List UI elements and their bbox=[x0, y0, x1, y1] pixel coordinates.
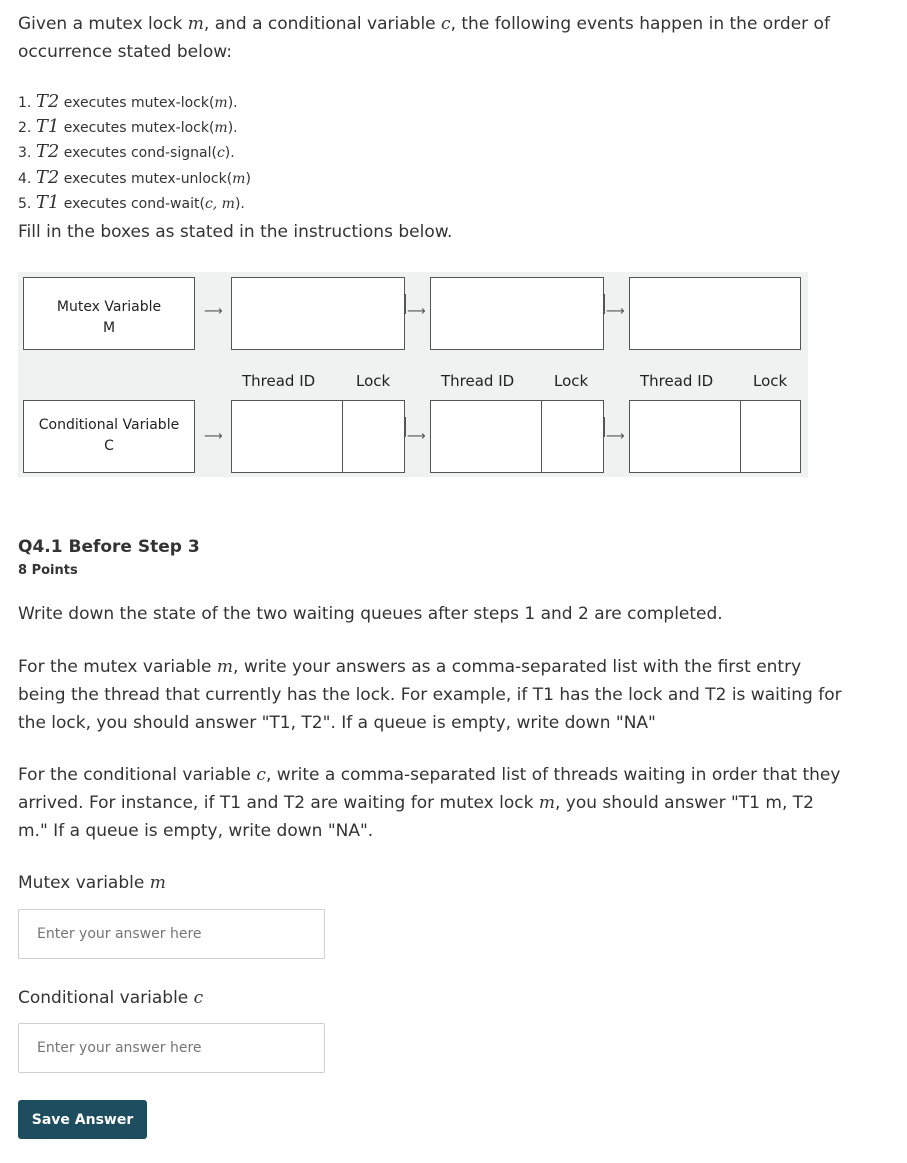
intro-text: Given a mutex lock m, and a conditional variable c, the following events happen in the order of occurrence stated below: bbox=[18, 14, 830, 62]
cond-answer-input[interactable] bbox=[18, 1023, 325, 1073]
mutex-field-label: Mutex variable m bbox=[18, 873, 166, 893]
question-title: Q4.1 Before Step 3 bbox=[18, 537, 200, 557]
arrow-icon: ⟶ bbox=[204, 429, 223, 444]
arrow-icon: ⟶ bbox=[407, 429, 426, 444]
step-item: 5. T1 executes cond-wait(c, m). bbox=[18, 191, 245, 213]
cond-label-line2: C bbox=[104, 438, 114, 454]
col-lock: Lock bbox=[554, 372, 589, 390]
math-var-c: c bbox=[441, 14, 451, 34]
col-lock: Lock bbox=[753, 372, 788, 390]
question-points: 8 Points bbox=[18, 563, 78, 578]
event-steps-list bbox=[18, 90, 251, 216]
mutex-variable-box bbox=[23, 277, 195, 350]
cond-label-line1: Conditional Variable bbox=[38, 417, 180, 433]
col-thread-id: Thread ID bbox=[242, 372, 316, 390]
mutex-queue-box-2[interactable] bbox=[430, 277, 604, 350]
mutex-label-line1: Mutex Variable bbox=[56, 299, 162, 315]
fill-instructions: Fill in the boxes as stated in the instructions below. bbox=[18, 222, 453, 242]
conditional-variable-box bbox=[23, 400, 195, 473]
save-answer-button[interactable]: Save Answer bbox=[18, 1100, 147, 1139]
step-item: 3. T2 executes cond-signal(c). bbox=[18, 141, 235, 163]
mutex-queue-box-3[interactable] bbox=[629, 277, 801, 350]
question-paragraph-2: For the mutex variable m, write your answers as a comma-separated list with the first entry being the thread that currently has the lock. For example, if T1 has the lock and T2 is waiting for the lock, you should answer "T1, T2". If a queue is empty, write down "NA" bbox=[18, 657, 842, 733]
math-var-c: c bbox=[256, 765, 266, 785]
cond-field-label: Conditional variable c bbox=[18, 988, 204, 1008]
math-var-m: m bbox=[187, 14, 204, 34]
cond-lock-box-3[interactable] bbox=[740, 400, 801, 473]
cond-thread-id-box-2[interactable] bbox=[430, 400, 542, 473]
step-item: 4. T2 executes mutex-unlock(m) bbox=[18, 166, 251, 188]
cond-thread-id-box-1[interactable] bbox=[231, 400, 343, 473]
arrow-icon: ⟶ bbox=[407, 304, 426, 319]
arrow-icon: ⟶ bbox=[204, 304, 223, 319]
col-thread-id: Thread ID bbox=[640, 372, 714, 390]
step-item: 1. T2 executes mutex-lock(m). bbox=[18, 91, 238, 112]
cond-lock-box-1[interactable] bbox=[342, 400, 405, 473]
cond-thread-id-box-3[interactable] bbox=[629, 400, 741, 473]
queue-diagram bbox=[18, 272, 808, 477]
question-paragraph-3: For the conditional variable c, write a comma-separated list of threads waiting in order that they arrived. For instance, if T1 and T2 are waiting for mutex lock m, you should answer "T1 m, T2 m." If a queue is empty, write down "NA". bbox=[18, 765, 841, 841]
mutex-answer-input[interactable] bbox=[18, 909, 325, 959]
step-item: 2. T1 executes mutex-lock(m). bbox=[18, 116, 238, 138]
cond-lock-box-2[interactable] bbox=[541, 400, 604, 473]
question-paragraph-1: Write down the state of the two waiting queues after steps 1 and 2 are completed. bbox=[18, 604, 723, 624]
arrow-icon: ⟶ bbox=[606, 304, 625, 319]
math-var-m: m bbox=[538, 793, 555, 813]
col-lock: Lock bbox=[356, 372, 391, 390]
col-thread-id: Thread ID bbox=[441, 372, 515, 390]
mutex-queue-box-1[interactable] bbox=[231, 277, 405, 350]
mutex-label-line2: M bbox=[102, 320, 116, 336]
math-var-m: m bbox=[216, 657, 234, 677]
arrow-icon: ⟶ bbox=[606, 429, 625, 444]
